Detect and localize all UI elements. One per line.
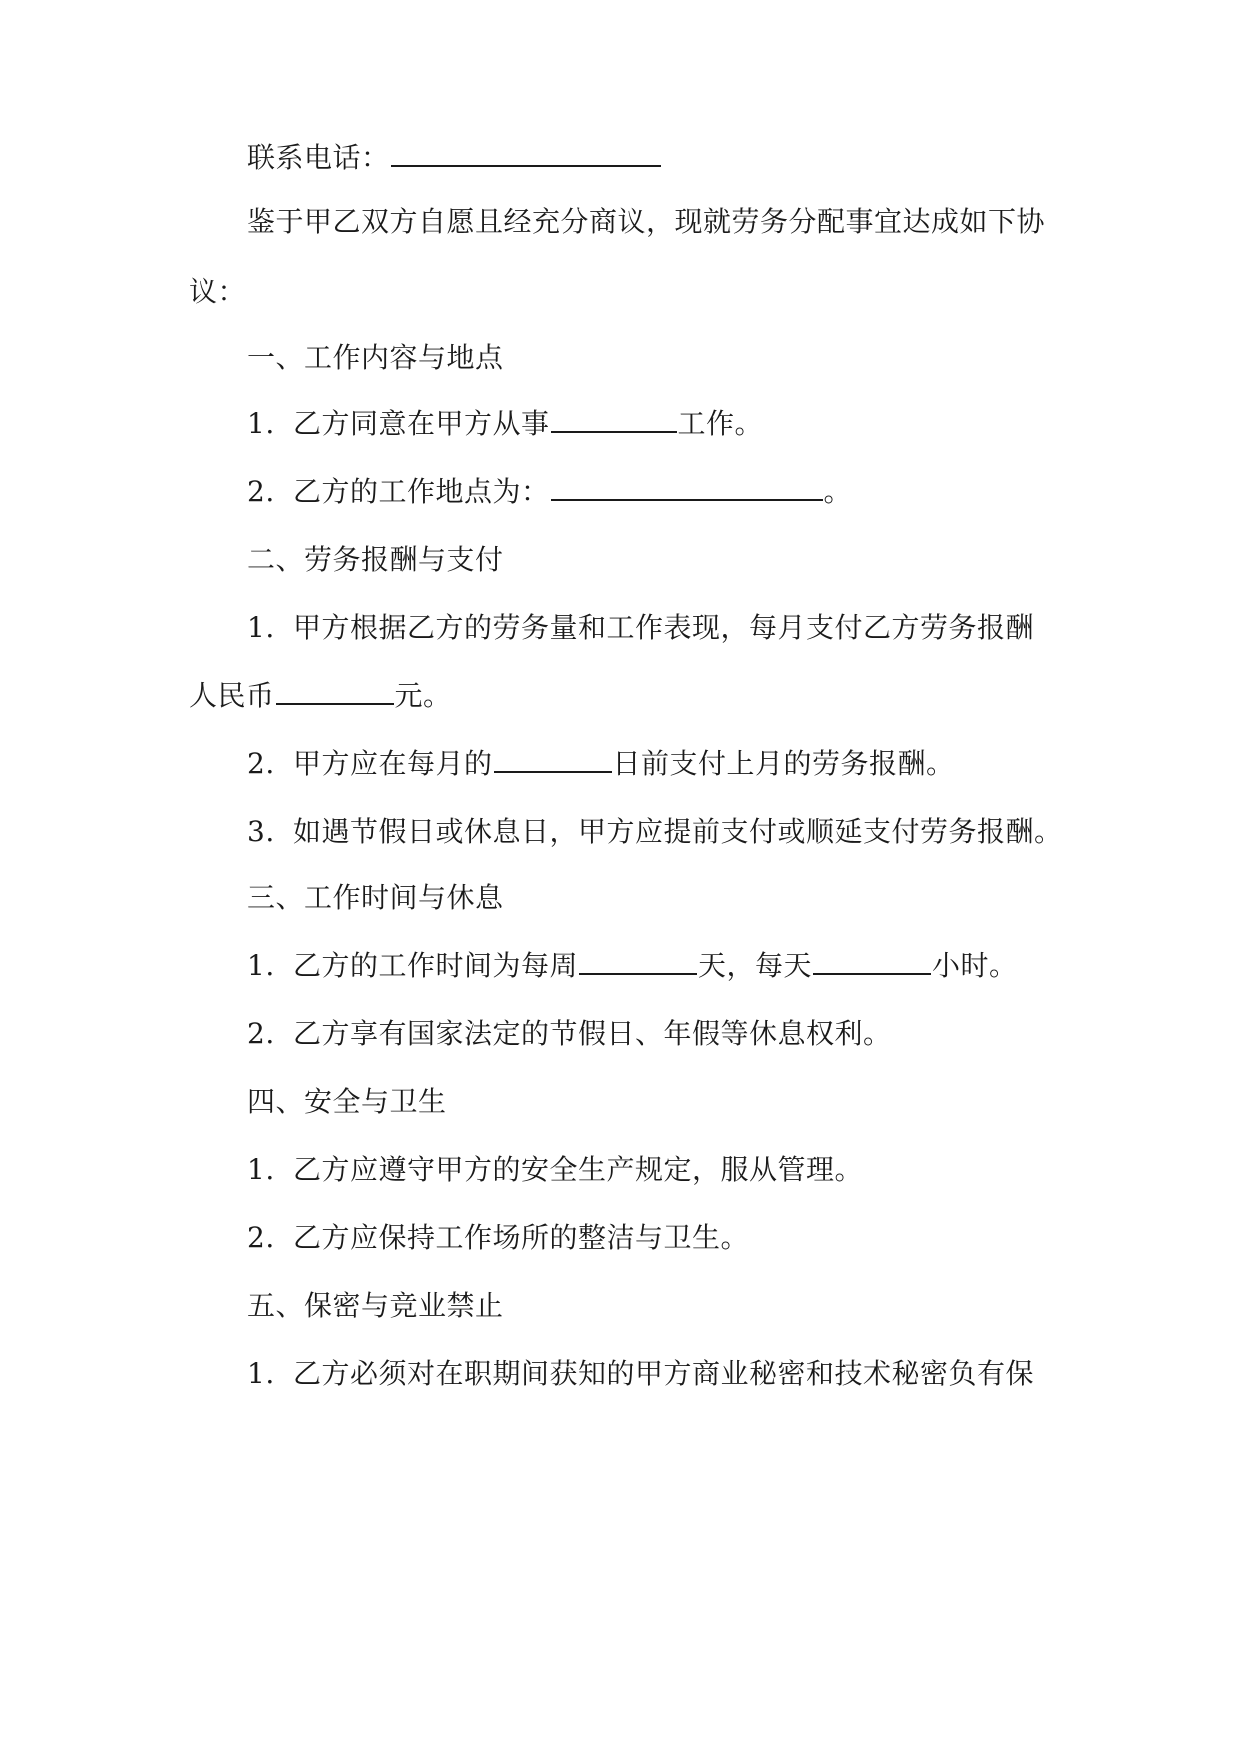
item-text: 乙方同意在甲方从事 [293,407,550,440]
item-number: 2. [247,1221,275,1254]
item-number: 2. [247,1017,275,1050]
item-text: 元。 [394,679,452,712]
section-1-item-1 [247,404,763,444]
item-text: 。 [823,475,853,508]
days-per-week-blank [579,947,697,975]
section-3-item-2 [247,1014,892,1054]
job-blank [551,405,677,433]
item-text: 乙方必须对在职期间获知的甲方商业秘密和技术秘密负有保 [293,1357,1035,1390]
item-text: 甲方应在每月的 [293,747,493,780]
item-text: 工作。 [677,407,764,440]
contact-phone-label: 联系电话： [247,141,390,174]
section-4-item-2 [247,1218,749,1258]
item-text: 天，每天 [698,949,813,982]
item-text: 日前支付上月的劳务报酬。 [612,747,955,780]
item-text: 小时。 [932,949,1018,982]
item-text: 甲方根据乙方的劳务量和工作表现，每月支付乙方劳务报酬 [293,611,1035,644]
section-2-item-1-cont [189,676,452,716]
section-1-heading: 一、工作内容与地点 [247,341,504,374]
pay-day-blank [494,745,612,773]
item-number: 1. [247,949,275,982]
hours-per-day-blank [813,947,931,975]
item-text: 乙方的工作地点为： [293,475,550,508]
section-2-item-3 [247,812,1063,852]
item-number: 1. [247,611,275,644]
section-2-item-2 [247,744,955,784]
item-number: 3. [247,815,275,848]
item-number: 1. [247,407,275,440]
item-text: 如遇节假日或休息日，甲方应提前支付或顺延支付劳务报酬。 [293,815,1063,848]
item-text: 乙方的工作时间为每周 [293,949,579,982]
section-2-heading: 二、劳务报酬与支付 [247,543,504,576]
salary-blank [276,677,394,705]
contact-phone-line [247,138,662,178]
section-1-item-2 [247,472,852,512]
intro-line-1: 鉴于甲乙双方自愿且经充分商议，现就劳务分配事宜达成如下协 [247,205,1046,238]
section-2-item-1 [247,608,1034,648]
item-text: 人民币 [189,679,275,712]
item-number: 1. [247,1357,275,1390]
section-3-item-1 [247,946,1018,986]
section-3-heading: 三、工作时间与休息 [247,881,504,914]
section-5-heading: 五、保密与竞业禁止 [247,1289,504,1322]
item-text: 乙方应遵守甲方的安全生产规定，服从管理。 [293,1153,864,1186]
contact-phone-blank [391,139,661,167]
item-number: 1. [247,1153,275,1186]
section-4-heading: 四、安全与卫生 [247,1085,447,1118]
item-text: 乙方应保持工作场所的整洁与卫生。 [293,1221,750,1254]
intro-line-2: 议： [189,275,247,308]
section-5-item-1 [247,1354,1034,1394]
item-text: 乙方享有国家法定的节假日、年假等休息权利。 [293,1017,892,1050]
item-number: 2. [247,475,275,508]
item-number: 2. [247,747,275,780]
work-location-blank [551,473,823,501]
section-4-item-1 [247,1150,863,1190]
